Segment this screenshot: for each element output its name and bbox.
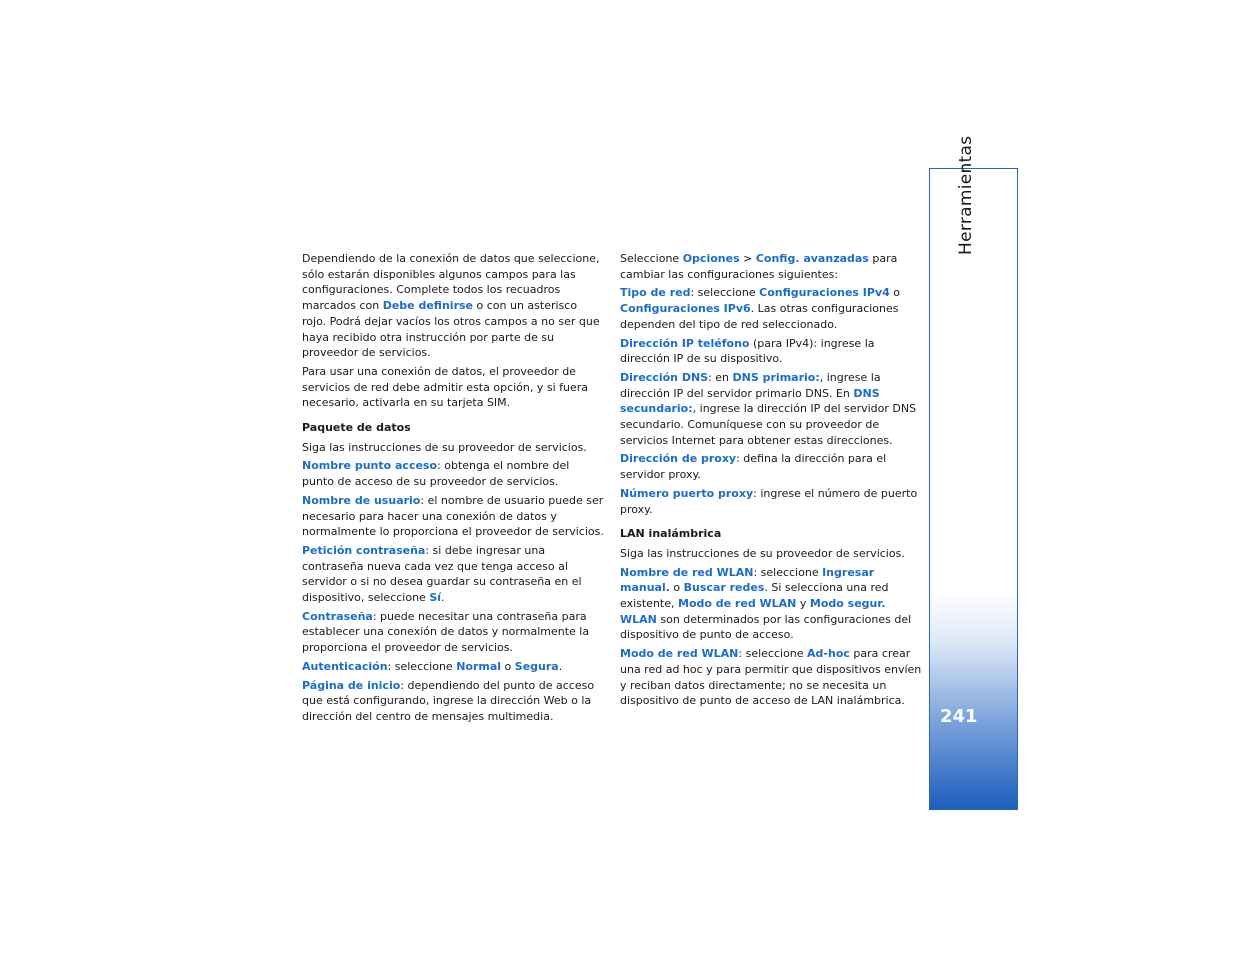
setting-description: o	[501, 659, 515, 673]
option-name: Normal	[456, 659, 502, 673]
setting-name: Dirección IP teléfono	[620, 336, 750, 350]
intro-paragraph	[302, 251, 604, 361]
setting-description: . Las otras configuraciones dependen del tipo de red seleccionado.	[620, 302, 899, 331]
section-heading-paquete-datos: Paquete de datos	[302, 421, 411, 435]
setting-description: para crear una red ad hoc y para permitir que dispositivos envíen y reciban datos directamente; no se necesita un dispositivo de punto de acceso de LAN inalámbrica.	[620, 647, 922, 708]
option-name: Ad-hoc	[807, 647, 850, 661]
instruction-text: Siga las instrucciones de su proveedor de servicios.	[620, 546, 905, 560]
chapter-side-tab	[929, 135, 1018, 810]
setting-description: : seleccione	[753, 565, 823, 579]
setting-name: Nombre punto acceso	[302, 459, 438, 473]
setting-description: son determinados por las configuraciones del dispositivo de punto de acceso.	[620, 612, 912, 642]
setting-name: Página de inicio	[302, 678, 401, 692]
setting-description: o	[889, 286, 901, 300]
setting-item	[620, 336, 926, 367]
setting-description: . Si selecciona una red existente,	[620, 581, 889, 611]
setting-item	[620, 646, 926, 709]
setting-name: Número puerto proxy	[620, 486, 754, 500]
setting-item	[620, 370, 926, 449]
setting-description: : seleccione	[690, 286, 760, 300]
option-name: DNS primario:	[732, 370, 820, 384]
intro-text: o con un asterisco rojo. Podrá dejar vacíos los otros campos a no ser que haya recibido otra instrucción por parte de su proveedor de servicios.	[302, 299, 600, 360]
setting-name: Dirección de proxy	[620, 452, 737, 466]
setting-description: : dependiendo del punto de acceso que está configurando, ingrese la dirección Web o la dirección del centro de mensajes multimedia.	[302, 678, 595, 723]
option-name: Ingresar manual.	[620, 565, 875, 595]
setting-name: Contraseña	[302, 609, 373, 623]
setting-name: Petición contraseña	[302, 543, 426, 557]
intro-text: Seleccione	[620, 252, 683, 265]
setting-name: Modo de red WLAN	[620, 647, 739, 661]
setting-description: : en	[708, 370, 733, 384]
option-debe-definirse: Debe definirse	[382, 299, 473, 313]
setting-name: Nombre de usuario	[302, 493, 421, 507]
section-heading-lan-inalambrica: LAN inalámbrica	[620, 527, 722, 541]
setting-name: Nombre de red WLAN	[620, 565, 754, 579]
option-name: Buscar redes	[683, 581, 765, 595]
setting-item	[302, 678, 604, 725]
option-name: Configuraciones IPv4	[759, 286, 890, 300]
intro-text: para cambiar las configuraciones siguientes:	[620, 252, 898, 281]
option-name: Configuraciones IPv6	[620, 302, 751, 316]
option-name: DNS secundario:	[620, 386, 880, 416]
option-name: Segura	[514, 659, 559, 673]
setting-description: , ingrese la dirección IP del servidor primario DNS. En	[620, 370, 881, 400]
setting-description: : si debe ingresar una contraseña nueva cada vez que tenga acceso al servidor o si no desea guardar su contraseña en el dispositivo, seleccione	[302, 543, 582, 605]
setting-description: : ingrese el número de puerto proxy.	[620, 486, 918, 516]
instruction-text: Siga las instrucciones de su proveedor de servicios.	[302, 440, 587, 454]
setting-description: , ingrese la dirección IP del servidor DNS secundario. Comuníquese con su proveedor de servicios Internet para obtener estas direcciones.	[620, 402, 917, 447]
setting-description: : seleccione	[738, 647, 808, 661]
setting-description: : defina la dirección para el servidor proxy.	[620, 452, 887, 482]
setting-description: (para IPv4): ingrese la dirección IP de su dispositivo.	[620, 336, 875, 366]
setting-description: o	[669, 581, 684, 595]
setting-item	[302, 609, 604, 656]
setting-item	[302, 659, 604, 675]
setting-name: Autenticación	[302, 659, 388, 673]
setting-item	[620, 565, 926, 644]
option-name: Config. avanzadas	[755, 252, 869, 265]
setting-description: y	[796, 597, 810, 611]
page-number: 241	[940, 706, 978, 727]
setting-name: Dirección DNS	[620, 370, 709, 384]
setting-item	[302, 543, 604, 606]
setting-item	[620, 451, 926, 482]
sim-paragraph: Para usar una conexión de datos, el proveedor de servicios de red debe admitir esta opción, y si fuera necesario, activarla en su tarjeta SIM.	[302, 364, 589, 410]
setting-description: : obtenga el nombre del punto de acceso de su proveedor de servicios.	[302, 459, 570, 489]
setting-item	[620, 285, 926, 332]
setting-item	[302, 493, 604, 540]
setting-description: : puede necesitar una contraseña para establecer una conexión de datos y normalmente la proporciona el proveedor de servicios.	[302, 609, 590, 655]
setting-description: .	[558, 659, 563, 673]
option-name: Opciones	[682, 252, 740, 265]
setting-description: .	[441, 591, 445, 605]
option-name: Modo segur. WLAN	[620, 597, 886, 626]
right-column	[620, 251, 926, 712]
setting-description: : seleccione	[387, 659, 457, 673]
setting-description: : el nombre de usuario puede ser necesario para hacer una conexión de datos y normalmente lo proporciona el proveedor de servicios.	[302, 493, 604, 539]
setting-item	[302, 458, 604, 489]
setting-name: Tipo de red	[620, 286, 691, 300]
option-name: Sí	[429, 591, 442, 605]
left-column	[302, 251, 604, 728]
intro-text: >	[739, 252, 756, 265]
intro-text: Dependiendo de la conexión de datos que seleccione, sólo estarán disponibles algunos campos para las configuraciones. Complete todos los recuadros marcados con	[302, 252, 600, 313]
intro-paragraph	[620, 251, 926, 282]
chapter-label: Herramientas	[956, 135, 976, 255]
setting-item	[620, 486, 926, 517]
option-name: Modo de red WLAN	[678, 597, 797, 611]
